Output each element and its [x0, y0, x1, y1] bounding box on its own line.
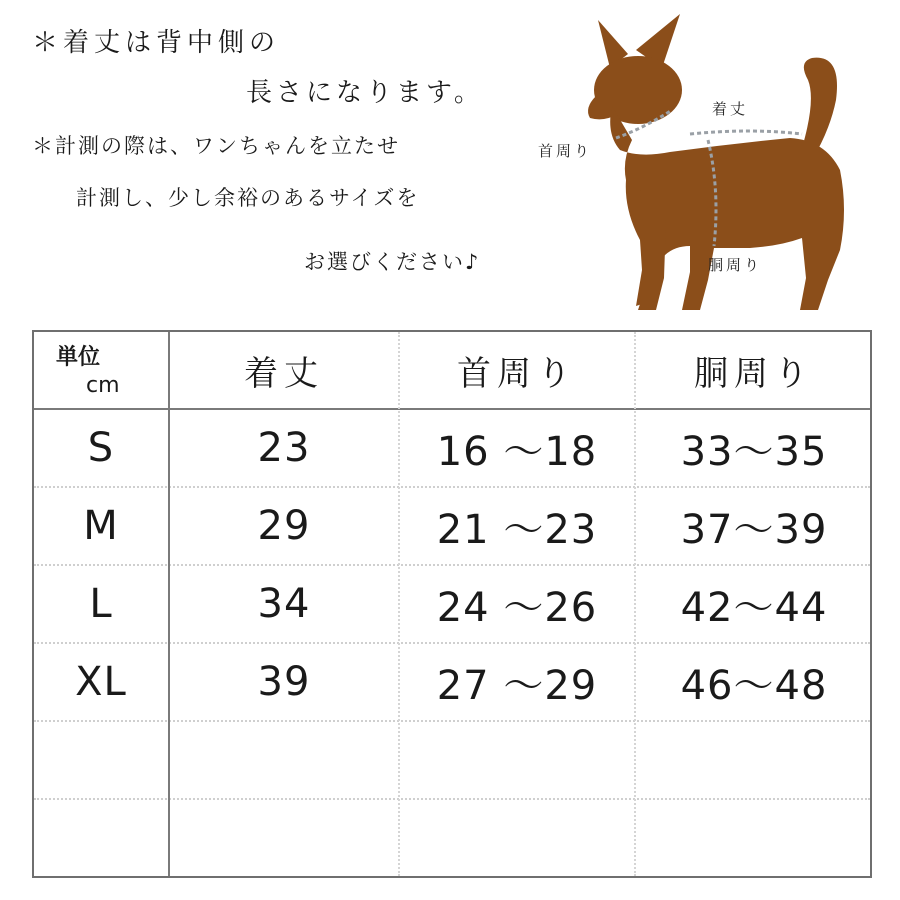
chest-cell: 37～39 — [680, 506, 828, 553]
size-cell: L — [89, 581, 113, 627]
size-cell: M — [83, 503, 119, 549]
dog-measurement-diagram — [540, 10, 900, 320]
chest-cell: 46～48 — [680, 662, 828, 709]
note-choose-size: お選びください♪ — [304, 250, 481, 274]
note-length-definition-cont: 長さになります。 — [246, 78, 484, 108]
note-measuring-tip: ＊計測の際は、ワンちゃんを立たせ — [32, 134, 400, 158]
chest-cell: 33～35 — [680, 428, 828, 475]
unit-label-text: 単位 — [56, 345, 101, 370]
row-divider — [34, 798, 870, 800]
size-cell: S — [87, 425, 115, 471]
length-label: 着丈 — [712, 100, 749, 118]
note-length-definition: ＊着丈は背中側の — [32, 28, 281, 58]
size-cell: XL — [75, 659, 127, 705]
chest-cell: 42～44 — [680, 584, 828, 631]
length-cell: 34 — [257, 581, 311, 627]
note-measuring-tip-cont: 計測し、少し余裕のあるサイズを — [76, 186, 420, 210]
length-cell: 29 — [257, 503, 311, 549]
chest-label: 胴周り — [708, 256, 763, 274]
header-chest: 胴周り — [694, 353, 814, 394]
neck-cell: 21 ～23 — [436, 506, 598, 553]
length-cell: 39 — [257, 659, 311, 705]
neck-cell: 24 ～26 — [436, 584, 598, 631]
header-length: 着丈 — [244, 353, 324, 394]
neck-cell: 27 ～29 — [436, 662, 598, 709]
header-neck: 首周り — [457, 353, 577, 394]
row-divider — [34, 720, 870, 722]
length-cell: 23 — [257, 425, 311, 471]
neck-cell: 16 ～18 — [436, 428, 598, 475]
unit-value: cm — [86, 373, 120, 398]
size-table — [32, 330, 872, 878]
neck-label: 首周り — [538, 142, 593, 160]
unit-label — [56, 344, 120, 400]
